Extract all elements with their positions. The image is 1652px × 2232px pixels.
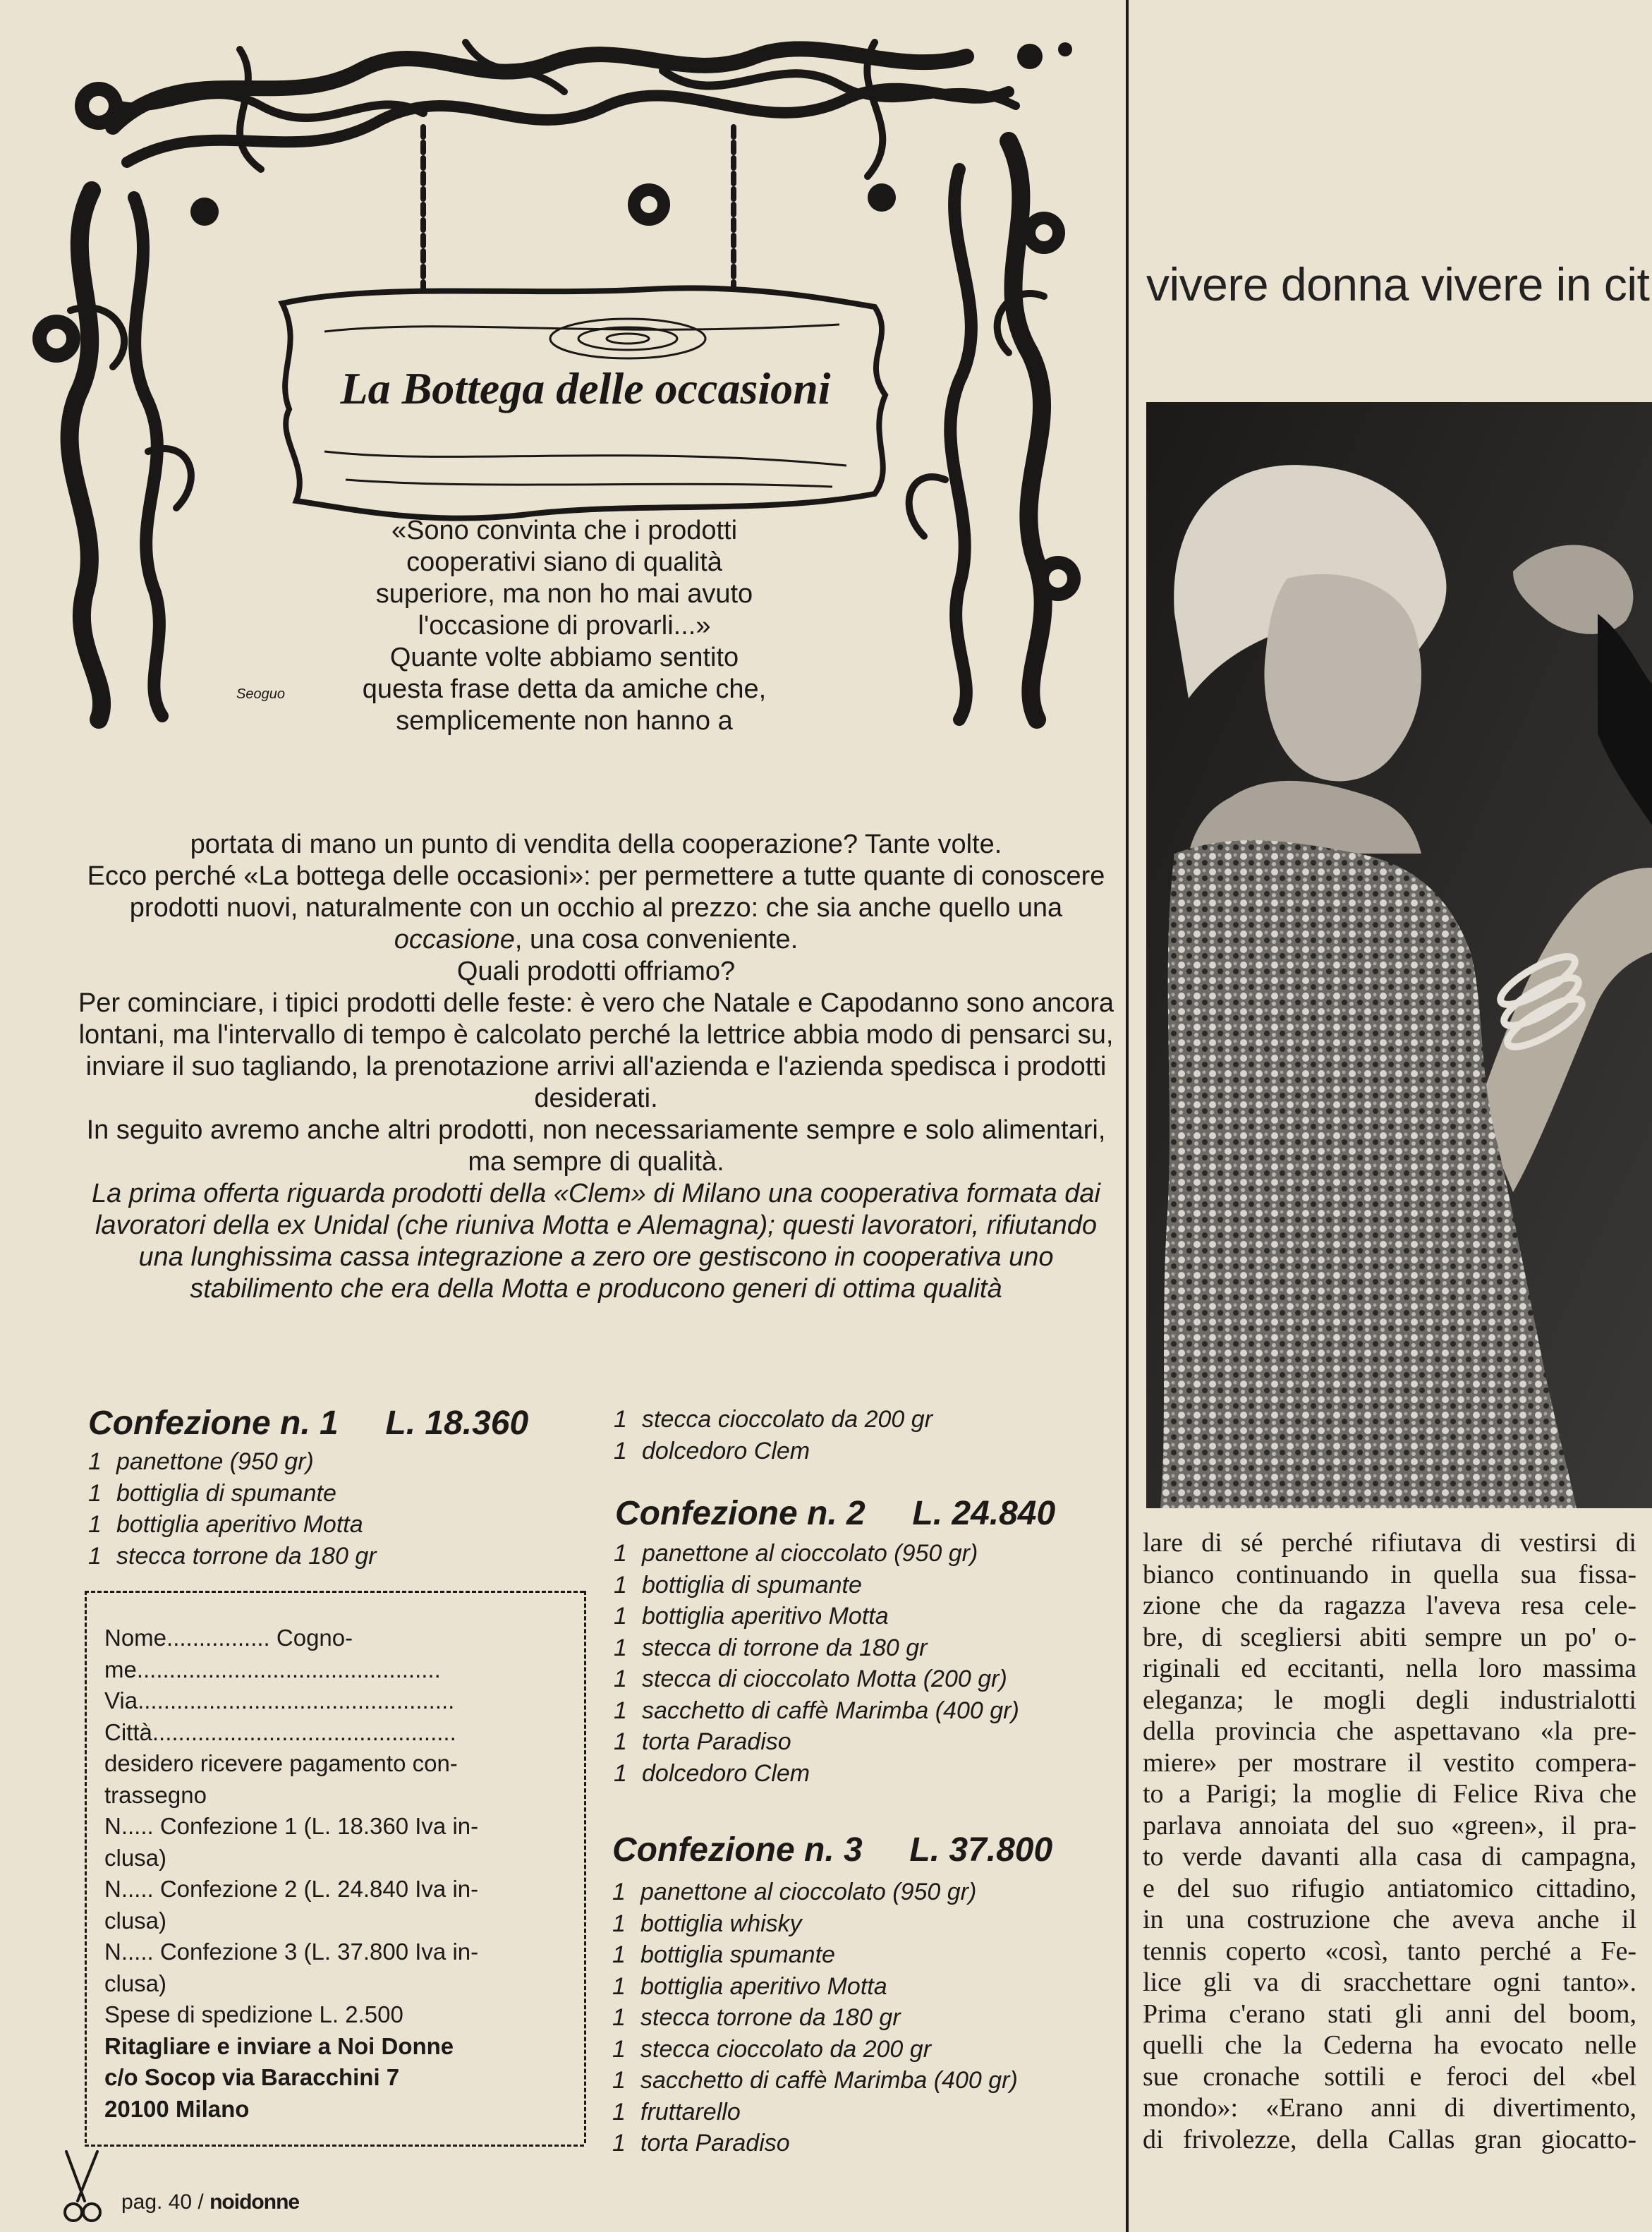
coupon-form xyxy=(104,1623,570,2125)
list-item: 1 stecca torrone da 180 gr xyxy=(612,2004,901,2031)
intro-line: l'occasione di provarli...» xyxy=(418,611,711,641)
package-3-title: Confezione n. 3 L. 37.800 xyxy=(612,1831,1053,1869)
list-item: 1 stecca di cioccolato Motta (200 gr) xyxy=(614,1666,1007,1692)
list-item: 1 bottiglia di spumante xyxy=(614,1571,862,1599)
article-line: della provincia che aspettavano «la pre- xyxy=(1143,1716,1636,1746)
article-line: riginali ed eccitanti, nella loro massima xyxy=(1143,1654,1636,1683)
package-3-list xyxy=(612,1876,1018,2159)
list-item: 1 torta Paradiso xyxy=(612,2130,790,2157)
list-item: 1 stecca cioccolato da 200 gr xyxy=(612,2035,932,2063)
intro-line: «Sono convinta che i prodotti xyxy=(391,516,738,545)
right-article xyxy=(1143,1527,1636,2155)
coupon-cut-line-bottom xyxy=(85,2145,584,2147)
article-line: in una costruzione che aveva anche il xyxy=(1143,1905,1636,1934)
body-paragraph: Quali prodotti offriamo? xyxy=(456,957,736,986)
article-line: e del suo rifugio antiatomico cittadino, xyxy=(1143,1873,1636,1903)
article-line: parlava annoiata del suo «green», il pra- xyxy=(1143,1810,1636,1840)
mailing-address: c/o Socop via Baracchini 7 xyxy=(104,2064,400,2090)
shipping-cost: Spese di spedizione L. 2.500 xyxy=(104,2001,403,2027)
article-line: tennis coperto «così, tanto perché a Fe- xyxy=(1143,1936,1636,1966)
list-item: 1 bottiglia aperitivo Motta xyxy=(88,1511,363,1538)
list-item: 1 dolcedoro Clem xyxy=(614,1759,810,1787)
list-item: 1 bottiglia di spumante xyxy=(88,1479,336,1507)
article-line: sue cronache sottili e feroci del «bel xyxy=(1143,2061,1636,2092)
body-paragraph: portata di mano un punto di vendita della cooperazione? Tante volte. xyxy=(190,830,1002,859)
list-item: 1 fruttarello xyxy=(612,2098,741,2125)
list-item: 1 stecca di torrone da 180 gr xyxy=(614,1634,928,1661)
magazine-name: noidonne xyxy=(209,2190,300,2214)
article-line: lare di sé perché rifiutava di vestirsi di xyxy=(1143,1528,1636,1558)
article-line: di frivolezze, della Callas gran giocatto- xyxy=(1143,2124,1636,2154)
list-item: 1 stecca cioccolato da 200 gr xyxy=(614,1406,933,1433)
list-item: 1 stecca torrone da 180 gr xyxy=(88,1542,377,1570)
artist-signature: Seoguo xyxy=(236,686,285,702)
coupon-text: clusa) xyxy=(104,1970,167,1996)
intro-quote xyxy=(0,515,1129,737)
street-field[interactable]: Via................................................. xyxy=(104,1687,455,1714)
package-2-title: Confezione n. 2 L. 24.840 xyxy=(615,1495,1056,1532)
section-headline: vivere donna vivere in cit xyxy=(1146,258,1650,310)
intro-line: semplicemente non hanno a xyxy=(396,706,733,736)
coupon-text: desidero ricevere pagamento con- xyxy=(104,1750,458,1776)
list-item: 1 dolcedoro Clem xyxy=(614,1437,810,1464)
column-divider xyxy=(1126,0,1129,2232)
package-3-quantity-field[interactable]: N..... Confezione 3 (L. 37.800 Iva in- xyxy=(104,1939,479,1965)
page-footer xyxy=(121,2190,299,2214)
intro-line: cooperativi siano di qualità xyxy=(406,547,722,577)
list-item: 1 sacchetto di caffè Marimba (400 gr) xyxy=(614,1697,1019,1724)
list-item: 1 panettone al cioccolato (950 gr) xyxy=(614,1540,978,1567)
list-item: 1 torta Paradiso xyxy=(614,1728,791,1755)
list-item: 1 bottiglia aperitivo Motta xyxy=(612,1972,887,2000)
article-line: mondo»: «Erano anni di divertimento, xyxy=(1143,2093,1636,2123)
package-1-title: Confezione n. 1 L. 18.360 xyxy=(88,1405,529,1442)
surname-field[interactable]: me............................................... xyxy=(104,1656,441,1682)
list-item: 1 bottiglia aperitivo Motta xyxy=(614,1603,889,1630)
body-paragraph: Ecco perché «La bottega delle occasioni»: per permettere a tutte quante di conoscere prodotti nuovi, naturalmente con un occhio al prezzo: che sia anche quello una occasione, una cosa conveniente. xyxy=(87,861,1105,954)
list-item: 1 bottiglia whisky xyxy=(612,1910,802,1937)
package-2-quantity-field[interactable]: N..... Confezione 2 (L. 24.840 Iva in- xyxy=(104,1876,479,1902)
package-1-price: L. 18.360 xyxy=(385,1405,529,1442)
package-1-list-cont xyxy=(614,1404,933,1467)
article-line: bianco continuando in quella sua fissa- xyxy=(1143,1559,1636,1589)
page-number: pag. 40 / xyxy=(121,2190,204,2214)
sign-title: La Bottega delle occasioni xyxy=(340,363,831,413)
article-line: to verde davanti alla casa di campagna, xyxy=(1143,1842,1636,1872)
scissors-icon xyxy=(56,2145,106,2229)
mailing-city: 20100 Milano xyxy=(104,2095,250,2122)
article-line: miere» per mostrare il vestito compera- xyxy=(1143,1747,1636,1778)
coupon-text: trassegno xyxy=(104,1781,207,1808)
city-field[interactable]: Città............................................... xyxy=(104,1718,456,1745)
package-1-quantity-field[interactable]: N..... Confezione 1 (L. 18.360 Iva in- xyxy=(104,1813,479,1839)
body-paragraph: In seguito avremo anche altri prodotti, non necessariamente sempre e solo alimentari, ma sempre di qualità. xyxy=(86,1115,1106,1177)
mailing-instruction: Ritagliare e inviare a Noi Donne xyxy=(104,2032,454,2059)
coupon-text: clusa) xyxy=(104,1907,167,1934)
article-line: to a Parigi; la moglie di Felice Riva che xyxy=(1143,1779,1636,1809)
list-item: 1 panettone al cioccolato (950 gr) xyxy=(612,1879,977,1905)
woman-dancing-photo xyxy=(1146,402,1652,1508)
article-line: zione che da ragazza l'aveva resa cele- xyxy=(1143,1591,1636,1620)
name-field[interactable]: Nome................ Cogno- xyxy=(104,1625,353,1651)
package-2-price: L. 24.840 xyxy=(912,1495,1056,1532)
package-2-list xyxy=(614,1538,1019,1789)
article-line: quelli che la Cederna ha evocato nelle xyxy=(1143,2030,1636,2060)
article-body xyxy=(78,829,1115,1305)
article-line: eleganza; le mogli degli industrialotti xyxy=(1143,1685,1636,1715)
intro-line: questa frase detta da amiche che, xyxy=(362,674,767,704)
article-line: bre, di scegliersi abiti sempre un po' o- xyxy=(1143,1622,1636,1652)
intro-line: Quante volte abbiamo sentito xyxy=(389,643,739,672)
intro-line: superiore, ma non ho mai avuto xyxy=(375,579,753,609)
body-paragraph: La prima offerta riguarda prodotti della «Clem» di Milano una cooperativa formata dai lavoratori della ex Unidal (che riuniva Motta e Alemagna); questi lavoratori, rifiutando una lunghissima cassa integrazione a zero ore gestiscono in cooperativa uno stabilimento che era della Motta e producono generi di ottima qualità xyxy=(91,1179,1100,1304)
package-1-list xyxy=(88,1446,377,1572)
package-3-price: L. 37.800 xyxy=(909,1831,1053,1869)
body-paragraph: Per cominciare, i tipici prodotti delle feste: è vero che Natale e Capodanno sono ancora lontani, ma l'intervallo di tempo è calcolato perché la lettrice abbia modo di pensarci su, inviare il suo tagliando, la prenotazione arrivi all'azienda e l'azienda spedisca i prodotti desiderati. xyxy=(78,988,1115,1113)
article-line: Prima c'erano stati gli anni del boom, xyxy=(1143,1999,1636,2029)
list-item: 1 bottiglia spumante xyxy=(612,1941,835,1968)
coupon-text: clusa) xyxy=(104,1844,167,1871)
article-line: lice gli va di sracchettare ogni tanto». xyxy=(1143,1967,1636,1997)
list-item: 1 panettone (950 gr) xyxy=(88,1448,314,1475)
emphasis: occasione xyxy=(394,925,515,954)
list-item: 1 sacchetto di caffè Marimba (400 gr) xyxy=(612,2067,1018,2094)
